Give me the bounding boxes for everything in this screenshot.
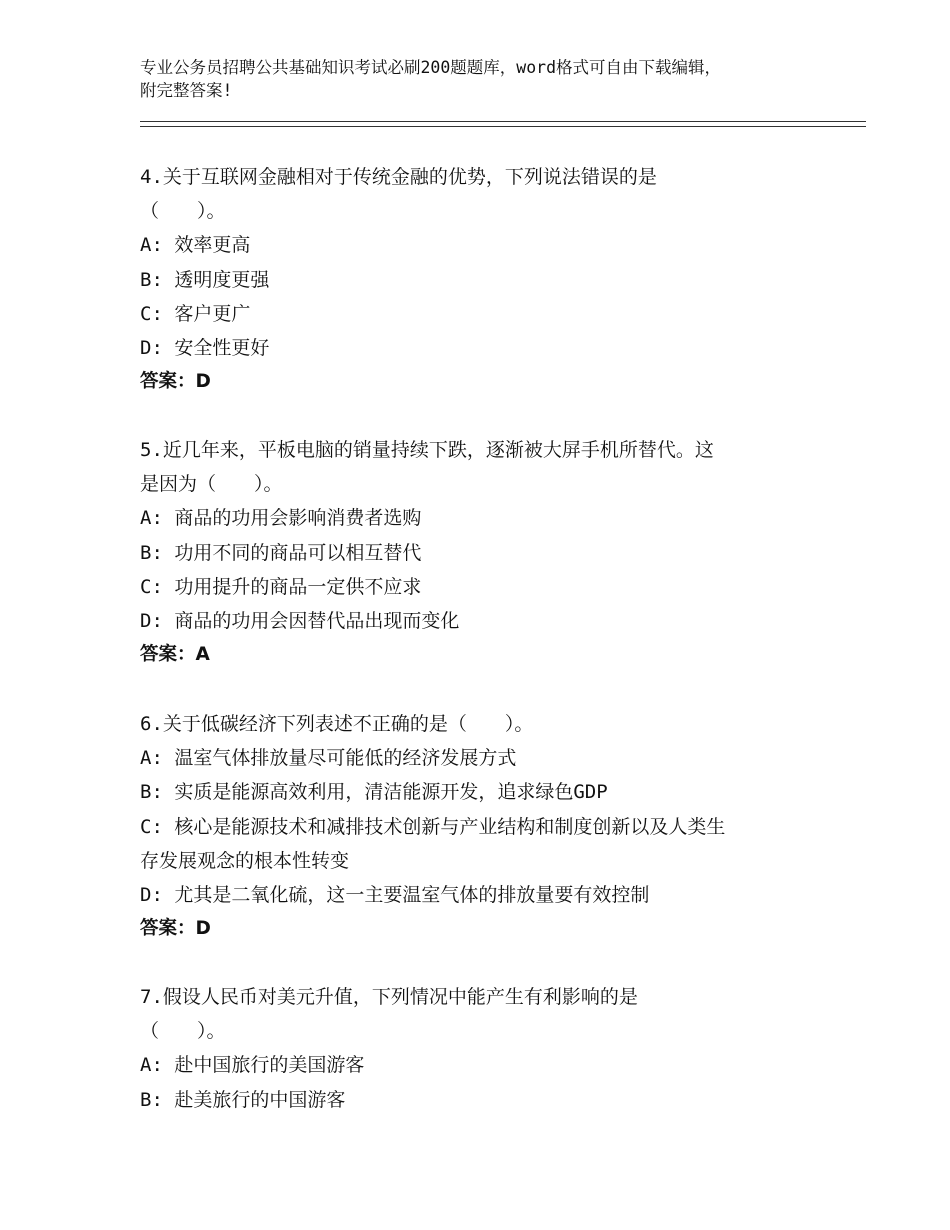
option-d: D: 安全性更好 [140,337,270,360]
option-d: D: 商品的功用会因替代品出现而变化 [140,610,460,633]
question-stem: 5.近几年来，平板电脑的销量持续下跌，逐渐被大屏手机所替代。这 [140,439,714,461]
question-stem: （ ）。 [140,1020,226,1043]
option-d: D: 尤其是二氧化硫，这一主要温室气体的排放量要有效控制 [140,884,650,907]
question-4 [140,160,810,399]
answer: 答案：D [140,371,211,393]
question-stem: 7.假设人民币对美元升值，下列情况中能产生有利影响的是 [140,986,638,1008]
question-6 [140,707,810,946]
answer: 答案：A [140,644,210,666]
option-a: A: 效率更高 [140,234,251,257]
document-header [140,56,840,102]
option-a: A: 温室气体排放量尽可能低的经济发展方式 [140,747,517,770]
question-stem: 4.关于互联网金融相对于传统金融的优势，下列说法错误的是 [140,166,657,188]
question-stem: 是因为（ ）。 [140,473,283,496]
header-line-2: 附完整答案! [140,81,233,100]
question-stem: （ ）。 [140,200,226,223]
option-c: C: 核心是能源技术和减排技术创新与产业结构和制度创新以及人类生 [140,815,726,838]
option-b: B: 透明度更强 [140,268,270,291]
option-c-continued: 存发展观念的根本性转变 [140,849,350,872]
option-b: B: 实质是能源高效利用，清洁能源开发，追求绿色GDP [140,781,608,804]
option-c: C: 客户更广 [140,302,251,325]
answer: 答案：D [140,918,211,940]
question-7 [140,980,810,1117]
question-5 [140,433,810,672]
option-a: A: 商品的功用会影响消费者选购 [140,507,422,530]
option-b: B: 赴美旅行的中国游客 [140,1088,346,1111]
option-b: B: 功用不同的商品可以相互替代 [140,541,422,564]
header-divider [140,121,866,127]
header-line-1: 专业公务员招聘公共基础知识考试必刷200题题库，word格式可自由下载编辑， [140,58,722,77]
option-c: C: 功用提升的商品一定供不应求 [140,575,422,598]
question-stem: 6.关于低碳经济下列表述不正确的是（ ）。 [140,713,534,735]
option-a: A: 赴中国旅行的美国游客 [140,1054,365,1077]
